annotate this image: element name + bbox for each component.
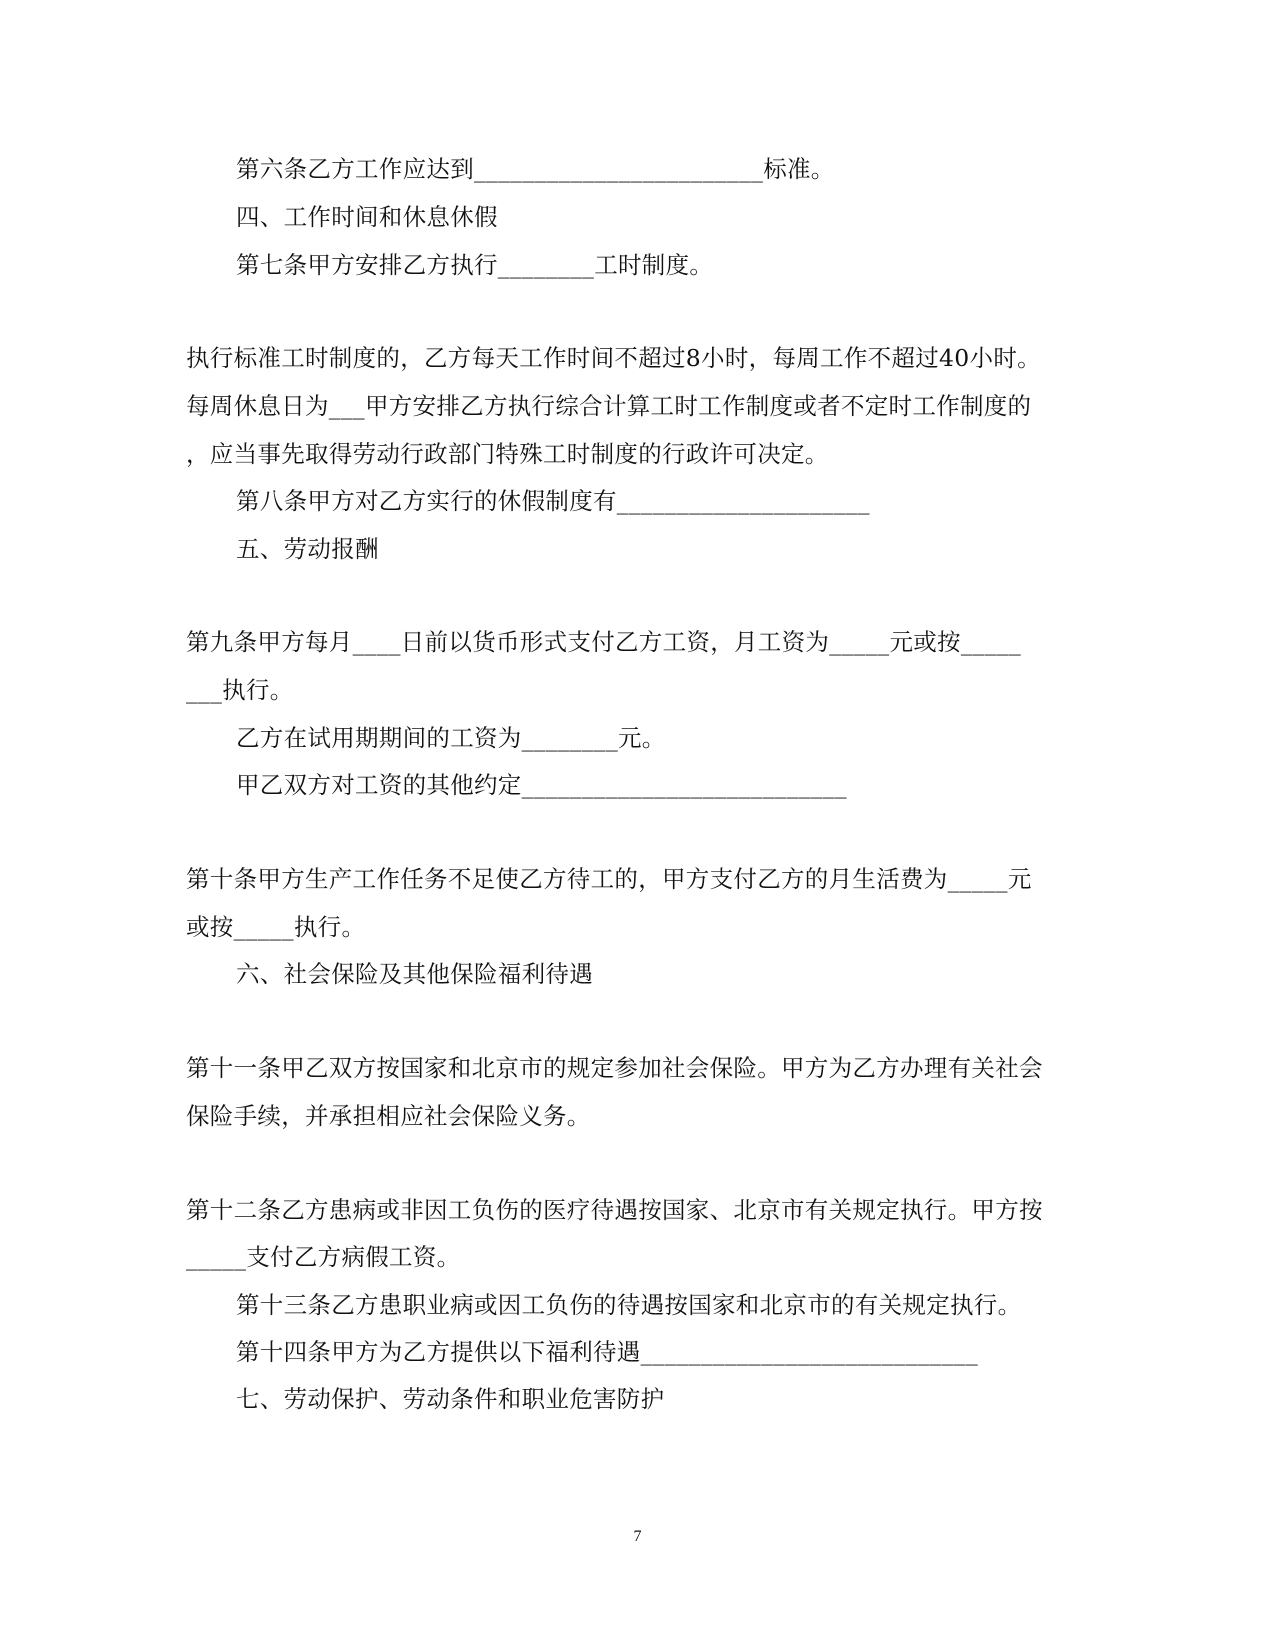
standard-hours-line-1: 执行标准工时制度的，乙方每天工作时间不超过8小时，每周工作不超过40小时。 — [186, 344, 1041, 372]
standard-hours-line-3: ，应当事先取得劳动行政部门特殊工时制度的行政许可决定。 — [186, 440, 829, 468]
article-13-line: 第十三条乙方患职业病或因工负伤的待遇按国家和北京市的有关规定执行。 — [236, 1291, 1022, 1319]
section-7-heading: 七、劳动保护、劳动条件和职业危害防护 — [236, 1385, 665, 1413]
article-9-line-1: 第九条甲方每月____日前以货币形式支付乙方工资，月工资为_____元或按_____ — [186, 628, 1022, 656]
article-12-line-1: 第十二条乙方患病或非因工负伤的医疗待遇按国家、北京市有关规定执行。甲方按 — [186, 1196, 1043, 1224]
section-4-heading: 四、工作时间和休息休假 — [236, 203, 498, 231]
article-6-line: 第六条乙方工作应达到________________________标准。 — [236, 155, 835, 183]
article-8-line: 第八条甲方对乙方实行的休假制度有_____________________ — [236, 487, 870, 515]
other-salary-agreement-line: 甲乙双方对工资的其他约定___________________________ — [236, 771, 847, 799]
article-10-line-2: 或按_____执行。 — [186, 913, 366, 941]
article-9-line-2: ___执行。 — [186, 676, 294, 704]
article-7-line: 第七条甲方安排乙方执行________工时制度。 — [236, 251, 714, 279]
article-11-line-2: 保险手续，并承担相应社会保险义务。 — [186, 1102, 591, 1130]
page-number: 7 — [633, 1528, 642, 1545]
article-14-line: 第十四条甲方为乙方提供以下福利待遇____________________________ — [236, 1338, 978, 1366]
section-5-heading: 五、劳动报酬 — [236, 535, 379, 563]
probation-salary-line: 乙方在试用期期间的工资为________元。 — [236, 724, 666, 752]
article-12-line-2: _____支付乙方病假工资。 — [186, 1243, 461, 1271]
article-11-line-1: 第十一条甲乙双方按国家和北京市的规定参加社会保险。甲方为乙方办理有关社会 — [186, 1054, 1043, 1082]
article-10-line-1: 第十条甲方生产工作任务不足使乙方待工的，甲方支付乙方的月生活费为_____元 — [186, 865, 1032, 893]
standard-hours-line-2: 每周休息日为___甲方安排乙方执行综合计算工时工作制度或者不定时工作制度的 — [186, 392, 1032, 420]
section-6-heading: 六、社会保险及其他保险福利待遇 — [236, 960, 593, 988]
